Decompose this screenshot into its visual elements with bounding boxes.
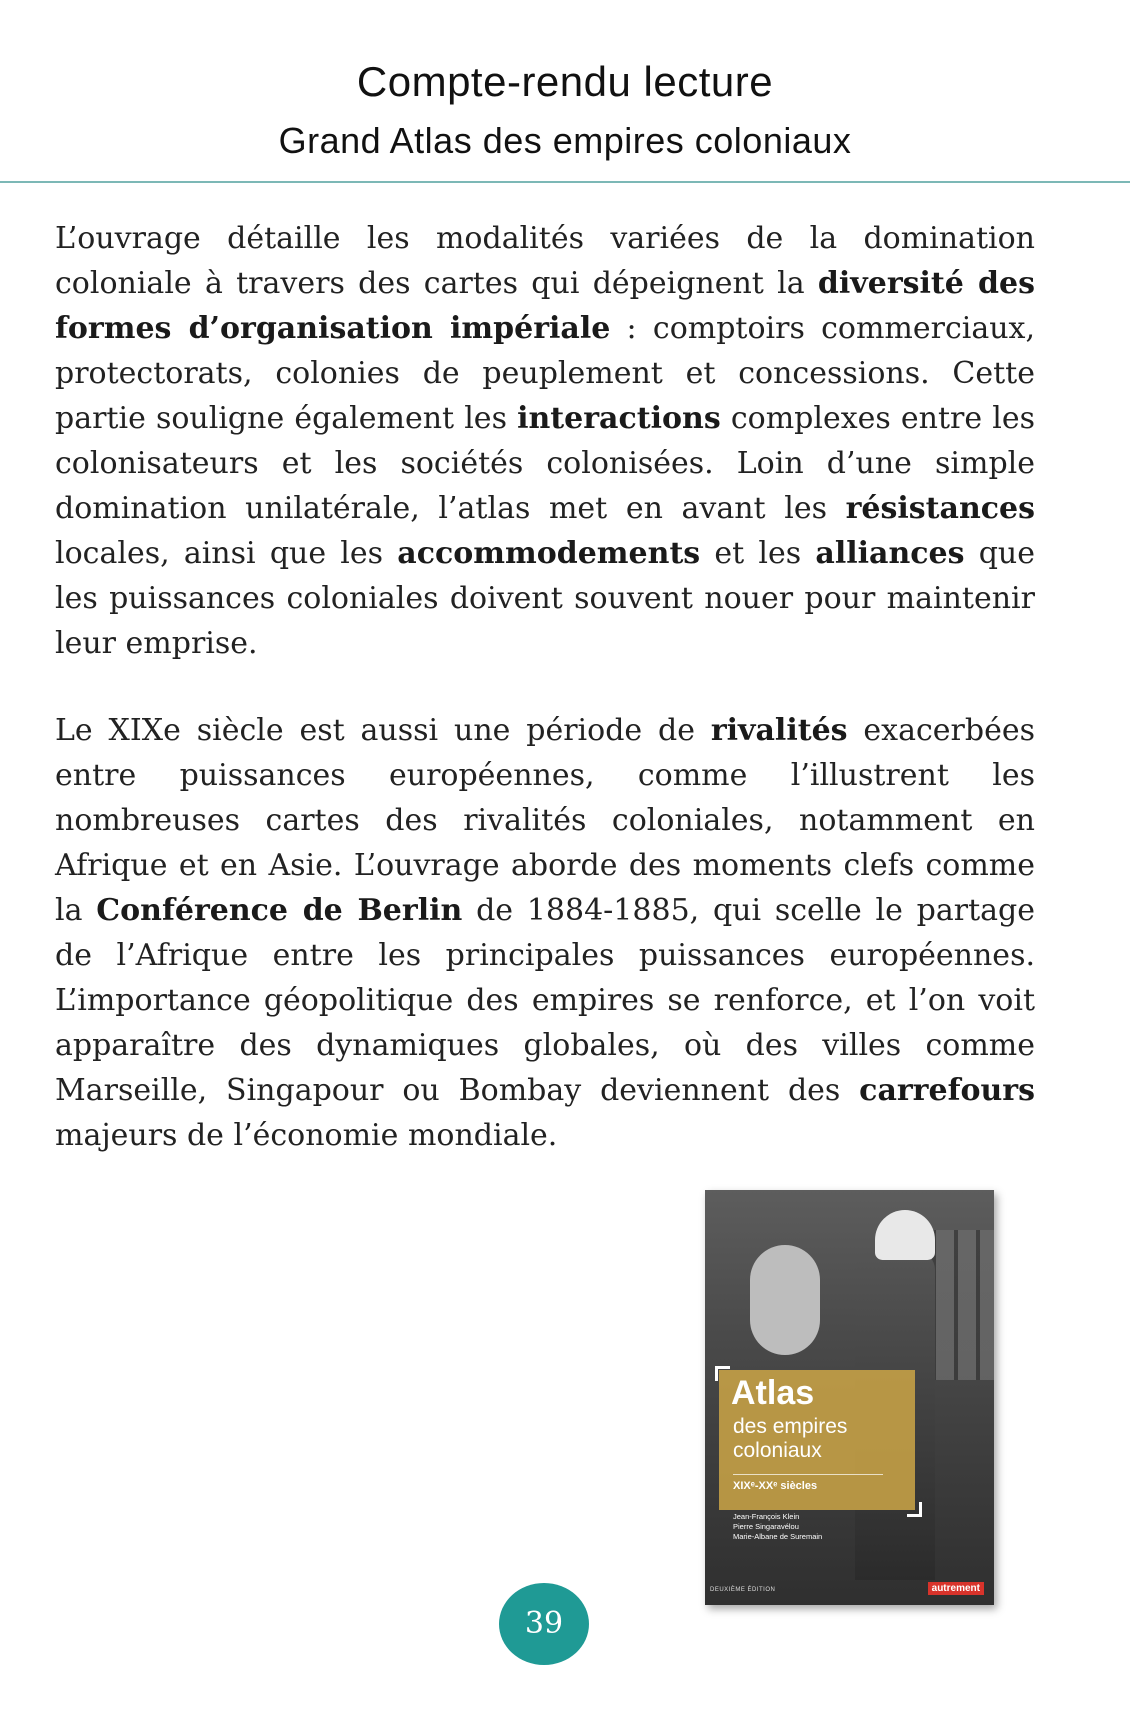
text-run: Le XIXe siècle est aussi une période de	[55, 713, 711, 748]
cover-corner-mark	[907, 1502, 922, 1517]
bold-term: alliances	[815, 536, 965, 571]
cover-author: Marie-Albane de Suremain	[733, 1532, 823, 1541]
cover-author: Pierre Singaravélou	[733, 1522, 799, 1531]
text-run: L’ouvrage détaille les modalités variées de la domination coloniale à travers des cartes qui dépeignent la	[55, 221, 1035, 301]
text-run: que les puissances coloniales doivent souvent nouer pour maintenir leur emprise.	[55, 536, 1035, 661]
page-header	[0, 0, 1130, 182]
bold-term: résistances	[845, 491, 1035, 526]
header-divider	[0, 181, 1130, 183]
text-run: locales, ainsi que les	[55, 536, 398, 571]
bold-term: accommodements	[397, 536, 701, 571]
text-run: : comptoirs commerciaux, protectorats, colonies de peuplement et concessions. Cette partie souligne également les	[55, 311, 1036, 436]
cover-title: Atlas	[731, 1374, 815, 1412]
text-run: exacerbées entre puissances européennes, comme l’illustrent les nombreuses cartes des rivalités coloniales, notamment en Afrique et en Asie. L’ouvrage aborde des moments clefs comme la	[55, 713, 1035, 928]
cover-photo-turban	[875, 1210, 935, 1260]
header-title-line1: Compte-rendu lecture	[356, 58, 774, 105]
text-run: de 1884-1885, qui scelle le partage de l’Afrique entre les principales puissances européennes. L’importance géopolitique des empires se renforce, et l’on voit apparaître des dynamiques globales, où des villes comme Marseille, Singapour ou Bombay deviennent des	[55, 893, 1035, 1108]
cover-publisher-logo: autrement	[928, 1582, 984, 1595]
text-run: et les	[700, 536, 816, 571]
text-run: majeurs de l’économie mondiale.	[55, 1118, 558, 1153]
cover-edition: DEUXIÈME ÉDITION	[710, 1587, 776, 1593]
header-title-line2: Grand Atlas des empires coloniaux	[278, 120, 852, 161]
page-number-badge: 39	[499, 1583, 589, 1665]
bold-term: Conférence de Berlin	[96, 893, 463, 928]
paragraph-1	[55, 216, 1035, 666]
cover-authors	[733, 1512, 893, 1542]
bold-term: interactions	[517, 401, 721, 436]
cover-author: Jean-François Klein	[733, 1512, 800, 1521]
text-run: complexes entre les colonisateurs et les sociétés colonisées. Loin d’une simple domination unilatérale, l’atlas met en avant les	[55, 401, 1035, 526]
paragraph-2	[55, 708, 1035, 1158]
bold-term: rivalités	[710, 713, 848, 748]
cover-corner-mark	[715, 1366, 730, 1381]
bold-term: carrefours	[859, 1073, 1035, 1108]
bold-term: diversité des formes d’organisation impériale	[55, 266, 1035, 346]
cover-divider	[733, 1474, 883, 1475]
book-cover-image	[705, 1190, 994, 1605]
cover-centuries: XIXᵉ-XXᵉ siècles	[733, 1480, 818, 1492]
cover-photo-figure	[750, 1245, 820, 1355]
cover-subtitle: des empires coloniaux	[733, 1415, 848, 1462]
